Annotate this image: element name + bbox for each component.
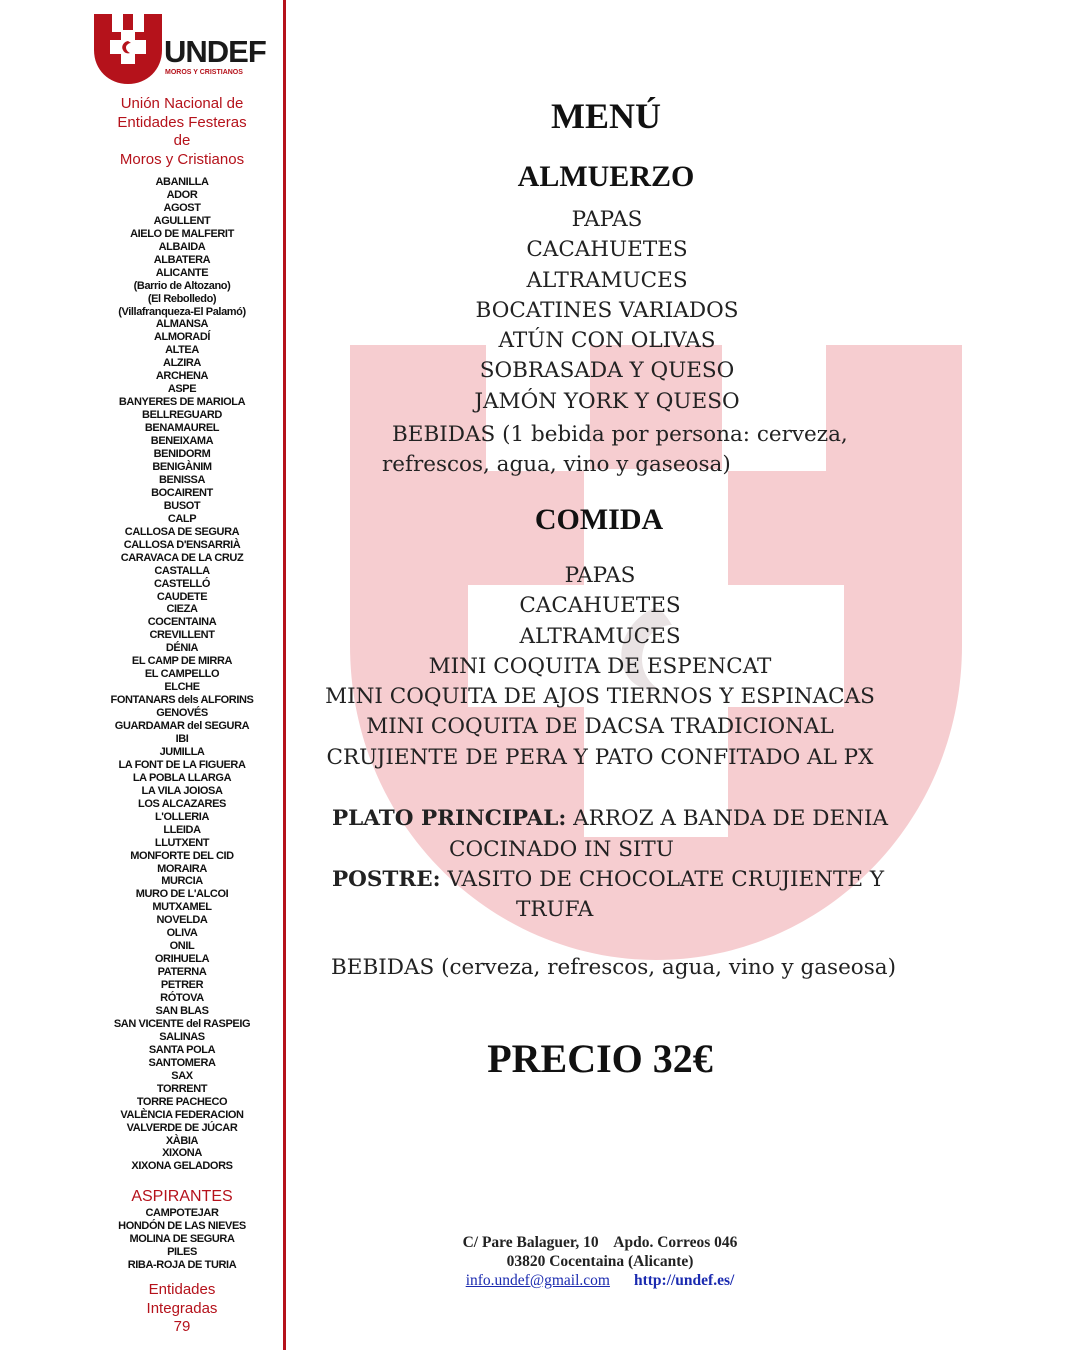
town-list-item: AIELO DE MALFERIT [130,227,234,240]
comida-item: CACAHUETES [519,593,681,619]
town-list-item: LLUTXENT [154,836,210,849]
main-course-label: PLATO PRINCIPAL: [332,806,567,831]
aspirantes-list [90,1207,274,1272]
town-list-item: BENIDORM [153,448,211,461]
member-towns-list [90,176,274,1173]
almuerzo-drinks-line: refrescos, agua, vino y gaseosa) [382,452,731,477]
town-list-item: ALZIRA [163,357,201,370]
town-list-item: AGULLENT [153,214,211,227]
town-list-item: ELCHE [164,681,200,694]
town-list-item: SANTOMERA [148,1056,216,1069]
comida-item: ALTRAMUCES [519,623,681,649]
town-list-item: JUMILLA [159,745,205,758]
town-list-item: NOVELDA [156,914,208,927]
logo-tagline: MOROS Y CRISTIANOS [165,69,243,76]
town-list-item: ABANILLA [155,176,209,188]
aspirante-list-item: RIBA-ROJA DE TURIA [127,1258,237,1271]
town-list-item: SANTA POLA [148,1043,216,1056]
org-name-line: Entidades Festeras [117,113,247,131]
menu-content [300,0,1060,1350]
undef-shield-icon [94,14,162,84]
town-list-item: BENISSA [158,473,206,486]
town-list-item: ALBATERA [153,253,211,266]
town-list-item: BOCAIRENT [151,486,213,499]
town-list-item: SAN VICENTE del RASPEIG [113,1017,251,1030]
comida-item: PAPAS [564,563,636,588]
town-list-item: ARCHENA [155,370,209,383]
comida-item: MINI COQUITA DE AJOS TIERNOS Y ESPINACAS [325,684,875,710]
town-list-item: XIXONA GELADORS [131,1160,233,1173]
town-list-item: ALBAIDA [158,240,206,253]
sidebar-divider [283,0,286,1350]
town-list-item: AGOST [163,201,201,214]
town-list-item: LA POBLA LLARGA [132,771,232,784]
town-list-item: BELLREGUARD [142,409,222,422]
comida-drinks: BEBIDAS (cerveza, refrescos, agua, vino y gaseosa) [331,955,896,980]
town-list-item: LLEIDA [163,823,201,836]
org-name-line: de [173,132,191,149]
main-course [332,803,892,865]
town-list-item: ALICANTE [155,266,209,279]
town-list-item: CASTELLÓ [153,577,211,590]
main-course-continued: COCINADO IN SITU [449,837,674,862]
town-list-item: CREVILLENT [149,629,215,642]
town-list-item: IBI [175,732,189,745]
town-list-item: (Barrio de Altozano) [133,279,231,292]
town-list-item: ADOR [166,188,198,201]
town-list-item: ALMORADÍ [153,331,211,344]
dessert-continued: TRUFA [516,897,594,922]
integradas-count: 79 [173,1318,191,1335]
town-list-item: MORAIRA [157,862,207,875]
town-list-item: MURCIA [161,875,203,888]
town-list-item: CASTALLA [154,564,210,577]
town-list-item: ASPE [167,383,197,396]
almuerzo-heading: ALMUERZO [517,160,695,193]
town-list-item: BENAMAUREL [144,422,220,435]
email-link[interactable]: info.undef@gmail.com [465,1272,610,1289]
almuerzo-item: BOCATINES VARIADOS [475,297,739,323]
footer-contact [300,1233,900,1290]
website-link[interactable]: http://undef.es/ [633,1272,735,1289]
town-list-item: MURO DE L'ALCOI [135,888,229,901]
footer-links [300,1271,900,1290]
aspirantes-heading: ASPIRANTES [131,1188,233,1205]
town-list-item: TORRENT [156,1082,208,1095]
aspirante-list-item: CAMPOTEJAR [145,1207,219,1219]
almuerzo-item: JAMÓN YORK Y QUESO [474,388,740,414]
town-list-item: RÓTOVA [160,992,204,1005]
town-list-item: MUTXAMEL [152,901,212,914]
town-list-item: BANYERES DE MARIOLA [118,396,246,409]
town-list-item: EL CAMP DE MIRRA [131,655,233,668]
almuerzo-item: ATÚN CON OLIVAS [498,328,716,354]
org-name-line: Moros y Cristianos [119,150,245,168]
town-list-item: L'OLLERIA [154,810,209,823]
town-list-item: GENOVÉS [156,707,208,720]
town-list-item: LA FONT DE LA FIGUERA [118,758,246,771]
town-list-item: EL CAMPELLO [144,668,220,681]
town-list-item: VALÈNCIA FEDERACION [120,1108,244,1121]
aspirante-list-item: PILES [167,1245,197,1258]
town-list-item: BENEIXAMA [150,435,214,448]
town-list-item: VALVERDE DE JÚCAR [126,1121,238,1134]
comida-item: MINI COQUITA DE ESPENCAT [428,653,772,679]
town-list-item: TORRE PACHECO [136,1095,228,1108]
town-list-item: GUARDAMAR del SEGURA [114,720,250,733]
town-list-item: (El Rebolledo) [147,292,217,305]
town-list-item: LA VILA JOIOSA [141,784,223,797]
logo-brand: UNDEF [164,34,266,69]
almuerzo-item: SOBRASADA Y QUESO [479,358,735,384]
town-list-item: CAUDETE [156,590,208,603]
menu-price: PRECIO 32€ [487,1036,713,1081]
town-list-item: ONIL [169,940,195,953]
comida-items [300,561,900,773]
town-list-item: XÀBIA [165,1134,199,1147]
town-list-item: CALLOSA DE SEGURA [124,525,240,538]
undef-logo [94,14,274,86]
town-list-item: OLIVA [166,927,198,940]
dessert-label: POSTRE: [332,867,441,892]
town-list-item: SALINAS [159,1030,205,1043]
town-list-item: PATERNA [157,966,207,979]
integradas-line: Integradas [146,1299,218,1317]
integrated-entities [96,1281,268,1337]
town-list-item: BENIGÀNIM [152,460,212,473]
town-list-item: ALMANSA [155,318,209,331]
comida-item: MINI COQUITA DE DACSA TRADICIONAL [366,714,834,740]
comida-item: CRUJIENTE DE PERA Y PATO CONFITADO AL PX [326,744,874,770]
town-list-item: CARAVACA DE LA CRUZ [120,551,244,564]
almuerzo-item: PAPAS [571,207,643,232]
town-list-item: SAX [171,1069,193,1082]
aspirante-list-item: MOLINA DE SEGURA [129,1232,235,1245]
town-list-item: PETRER [160,979,204,992]
footer-city: 03820 Cocentaina (Alicante) [506,1253,694,1270]
aspirante-list-item: HONDÓN DE LAS NIEVES [118,1219,246,1232]
dessert [332,865,892,925]
org-name-line: Unión Nacional de [120,95,244,112]
comida-heading: COMIDA [534,503,664,536]
town-list-item: CALLOSA D'ENSARRIÀ [123,538,241,551]
town-list-item: CIEZA [166,603,198,616]
town-list-item: DÉNIA [165,642,199,655]
town-list-item: (Villafranqueza-El Palamó) [118,305,246,318]
town-list-item: LOS ALCAZARES [138,797,226,810]
main-course-text: ARROZ A BANDA DE DENIA [566,806,889,831]
organization-name [96,95,268,169]
menu-title: MENÚ [551,96,661,136]
town-list-item: ALTEA [165,344,199,357]
almuerzo-item: CACAHUETES [526,237,688,263]
footer-address: C/ Pare Balaguer, 10 Apdo. Correos 046 [462,1234,738,1251]
town-list-item: XIXONA [162,1147,202,1160]
town-list-item: ORIHUELA [154,953,210,966]
almuerzo-items [300,205,914,417]
almuerzo-drinks [382,420,862,480]
integradas-line: Entidades [148,1281,216,1298]
almuerzo-drinks-line: BEBIDAS (1 bebida por persona: cerveza, [392,422,848,447]
town-list-item: COCENTAINA [147,616,217,629]
dessert-text: VASITO DE CHOCOLATE CRUJIENTE Y [440,867,885,892]
town-list-item: SAN BLAS [155,1005,209,1017]
town-list-item: MONFORTE DEL CID [130,849,234,862]
town-list-item: CALP [167,512,197,525]
town-list-item: FONTANARS dels ALFORINS [110,694,254,707]
town-list-item: BUSOT [163,499,201,512]
almuerzo-item: ALTRAMUCES [526,267,688,293]
